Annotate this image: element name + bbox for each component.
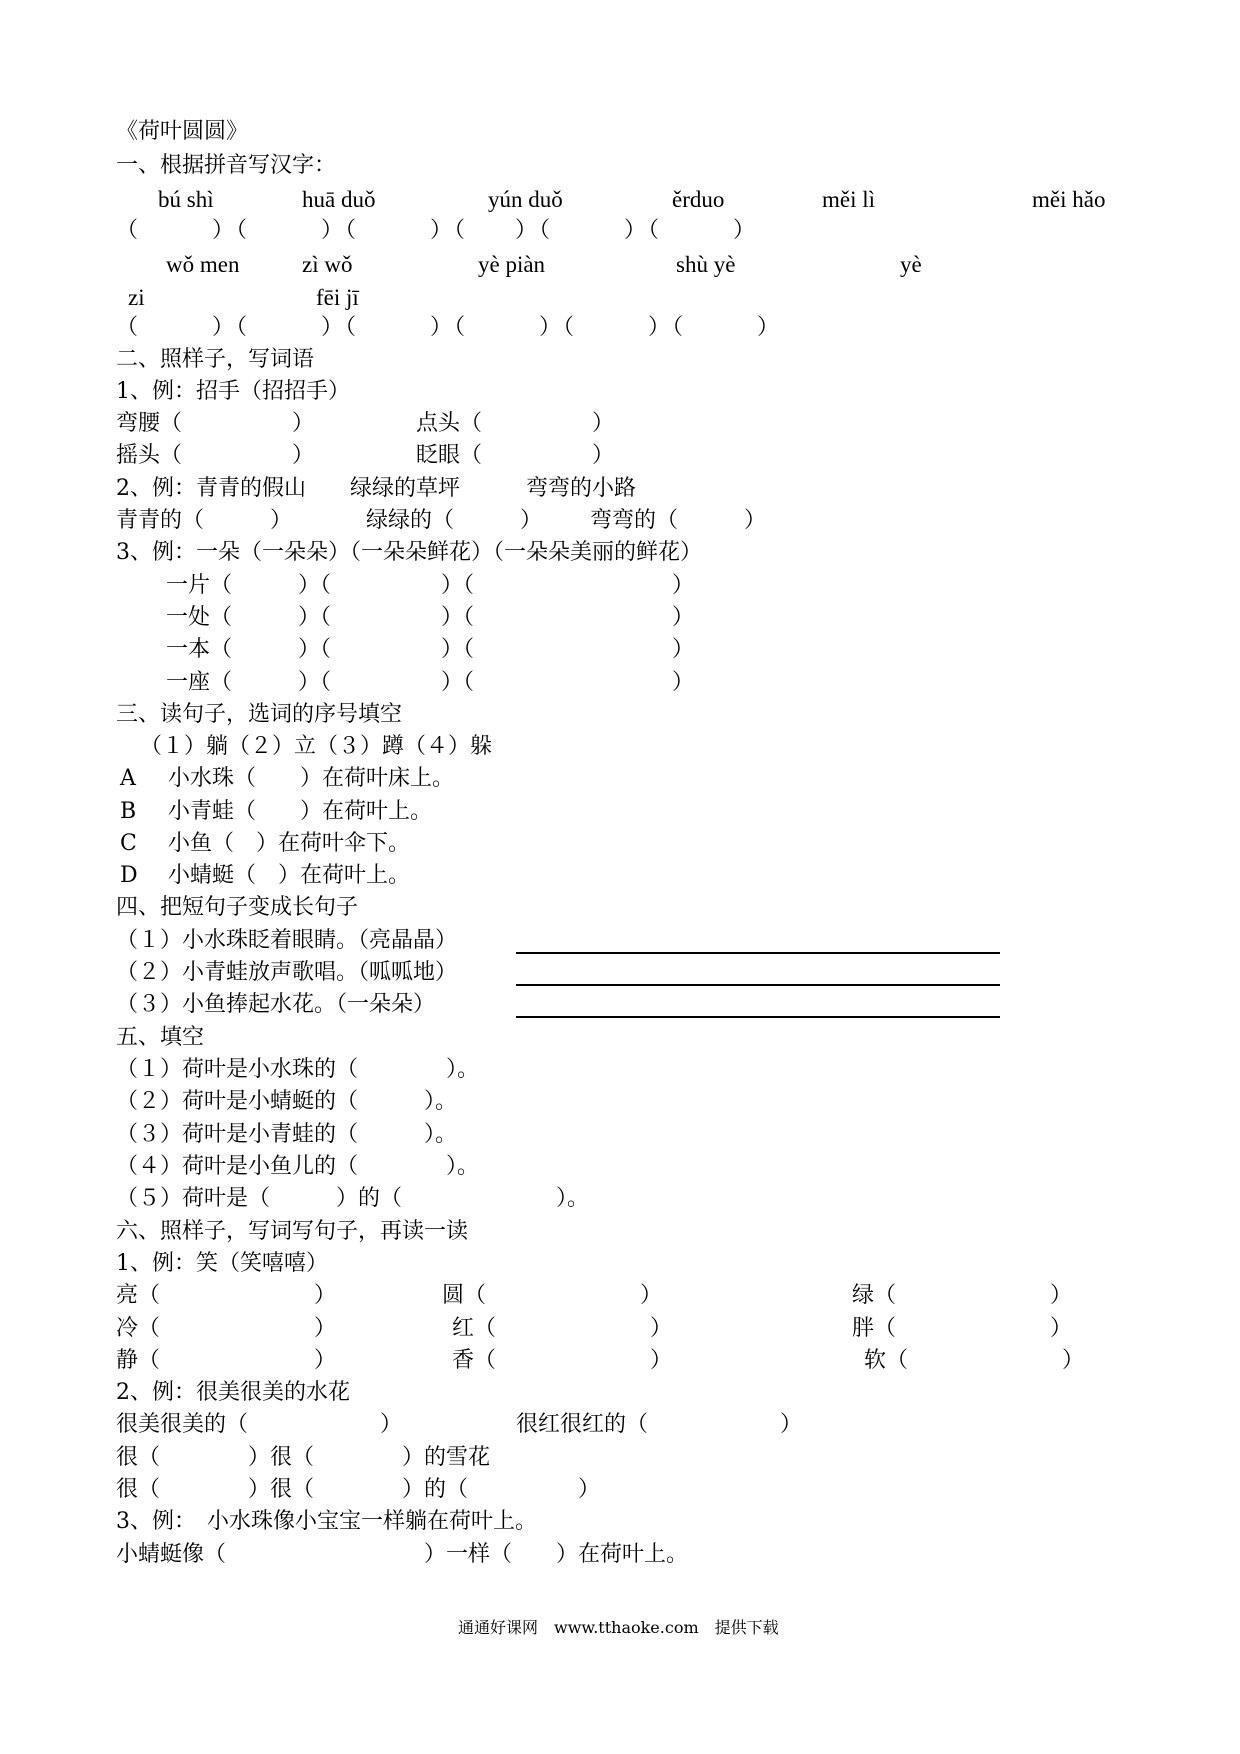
pinyin-item: yún duǒ <box>488 187 563 212</box>
exercise-item: 很（ ）很（ ）的（ ） <box>116 1477 601 1502</box>
exercise-item: 摇头（ ） <box>116 443 315 468</box>
example-line: 2、例：很美很美的水花 <box>116 1380 350 1405</box>
pinyin-item: yè piàn <box>478 252 546 277</box>
answer-line <box>516 984 1000 986</box>
example-line: 1、例：笑（笑嘻嘻） <box>116 1251 328 1276</box>
example-line: 3、例：一朵（一朵朵）（一朵朵鲜花）（一朵朵美丽的鲜花） <box>116 540 702 565</box>
section-4-heading: 四、把短句子变成长句子 <box>116 895 359 920</box>
exercise-item: （２）荷叶是小蜻蜓的（ ）。 <box>116 1089 458 1114</box>
exercise-item: 红（ ） <box>452 1316 673 1341</box>
exercise-item: 眨眼（ ） <box>416 443 615 468</box>
pinyin-item: ěrduo <box>672 187 725 212</box>
exercise-item: 一片（ ）（ ）（ ） <box>166 573 695 598</box>
example-line: 3、例： 小水珠像小宝宝一样躺在荷叶上。 <box>116 1509 537 1534</box>
exercise-item: 青青的（ ） <box>116 508 293 533</box>
pinyin-item: zi <box>128 285 145 310</box>
exercise-item: （３）荷叶是小青蛙的（ ）。 <box>116 1122 458 1147</box>
exercise-item: （３）小鱼捧起水花。（一朵朵） <box>116 992 436 1017</box>
section-1-heading: 一、根据拼音写汉字： <box>116 153 337 178</box>
exercise-item: 一处（ ）（ ）（ ） <box>166 605 695 630</box>
exercise-item: 亮（ ） <box>116 1283 337 1308</box>
exercise-item: 静（ ） <box>116 1348 337 1373</box>
example-line: 2、例：青青的假山 绿绿的草坪 弯弯的小路 <box>116 476 636 501</box>
exercise-item: 绿绿的（ ） <box>366 508 543 533</box>
exercise-item: （４）荷叶是小鱼儿的（ ）。 <box>116 1154 480 1179</box>
answer-line <box>516 952 1000 954</box>
sentence-letter: A <box>120 766 136 791</box>
footer-text: 通通好课网 www.tthaoke.com 提供下载 <box>458 1618 779 1637</box>
exercise-item: 香（ ） <box>452 1348 673 1373</box>
sentence-text: 小水珠（ ）在荷叶床上。 <box>168 766 455 791</box>
answer-boxes-row: （ ）（ ）（ ）（ ）（ ）（ ） <box>116 315 782 340</box>
exercise-item: （１）小水珠眨着眼睛。（亮晶晶） <box>116 928 458 953</box>
exercise-item: 很（ ）很（ ）的雪花 <box>116 1445 491 1470</box>
sentence-text: 小鱼（ ）在荷叶伞下。 <box>168 831 411 856</box>
exercise-item: （２）小青蛙放声歌唱。（呱呱地） <box>116 960 458 985</box>
section-3-heading: 三、读句子，选词的序号填空 <box>116 702 403 727</box>
exercise-item: （５）荷叶是（ ）的（ ）。 <box>116 1186 590 1211</box>
section-6-heading: 六、照样子，写词写句子，再读一读 <box>116 1219 469 1244</box>
pinyin-item: měi lì <box>822 187 876 212</box>
word-options: （１）躺（２）立（３）蹲（４）躲 <box>140 734 493 759</box>
pinyin-item: měi hǎo <box>1032 187 1106 212</box>
exercise-item: 点头（ ） <box>416 411 615 436</box>
exercise-item: 弯腰（ ） <box>116 411 315 436</box>
exercise-item: 圆（ ） <box>442 1283 663 1308</box>
exercise-item: 很红很红的（ ） <box>516 1412 803 1437</box>
answer-boxes-row: （ ）（ ）（ ）（ ）（ ）（ ） <box>116 218 758 243</box>
exercise-item: 一本（ ）（ ）（ ） <box>166 637 695 662</box>
example-line: 1、例：招手（招招手） <box>116 379 350 404</box>
sentence-letter: D <box>120 863 138 888</box>
exercise-item: 弯弯的（ ） <box>590 508 767 533</box>
sentence-text: 小蜻蜓（ ）在荷叶上。 <box>168 863 411 888</box>
exercise-item: 小蜻蜓像（ ）一样（ ）在荷叶上。 <box>116 1542 689 1567</box>
pinyin-item: bú shì <box>158 187 214 212</box>
exercise-item: 软（ ） <box>864 1348 1085 1373</box>
pinyin-item: fēi jī <box>316 285 359 310</box>
section-2-heading: 二、照样子，写词语 <box>116 347 315 372</box>
pinyin-item: wǒ men <box>166 252 240 277</box>
pinyin-item: shù yè <box>676 252 736 277</box>
exercise-item: 冷（ ） <box>116 1316 337 1341</box>
sentence-letter: B <box>120 799 137 824</box>
section-5-heading: 五、填空 <box>116 1025 205 1050</box>
pinyin-item: yè <box>900 252 922 277</box>
sentence-letter: C <box>120 831 137 856</box>
exercise-item: 胖（ ） <box>852 1316 1073 1341</box>
exercise-item: 绿（ ） <box>852 1283 1073 1308</box>
answer-line <box>516 1016 1000 1018</box>
pinyin-item: zì wǒ <box>302 252 353 277</box>
exercise-item: （１）荷叶是小水珠的（ ）。 <box>116 1057 480 1082</box>
pinyin-item: huā duǒ <box>302 187 376 212</box>
exercise-item: 很美很美的（ ） <box>116 1412 403 1437</box>
sentence-text: 小青蛙（ ）在荷叶上。 <box>168 799 433 824</box>
worksheet-title: 《荷叶圆圆》 <box>116 119 249 144</box>
exercise-item: 一座（ ）（ ）（ ） <box>166 670 695 695</box>
